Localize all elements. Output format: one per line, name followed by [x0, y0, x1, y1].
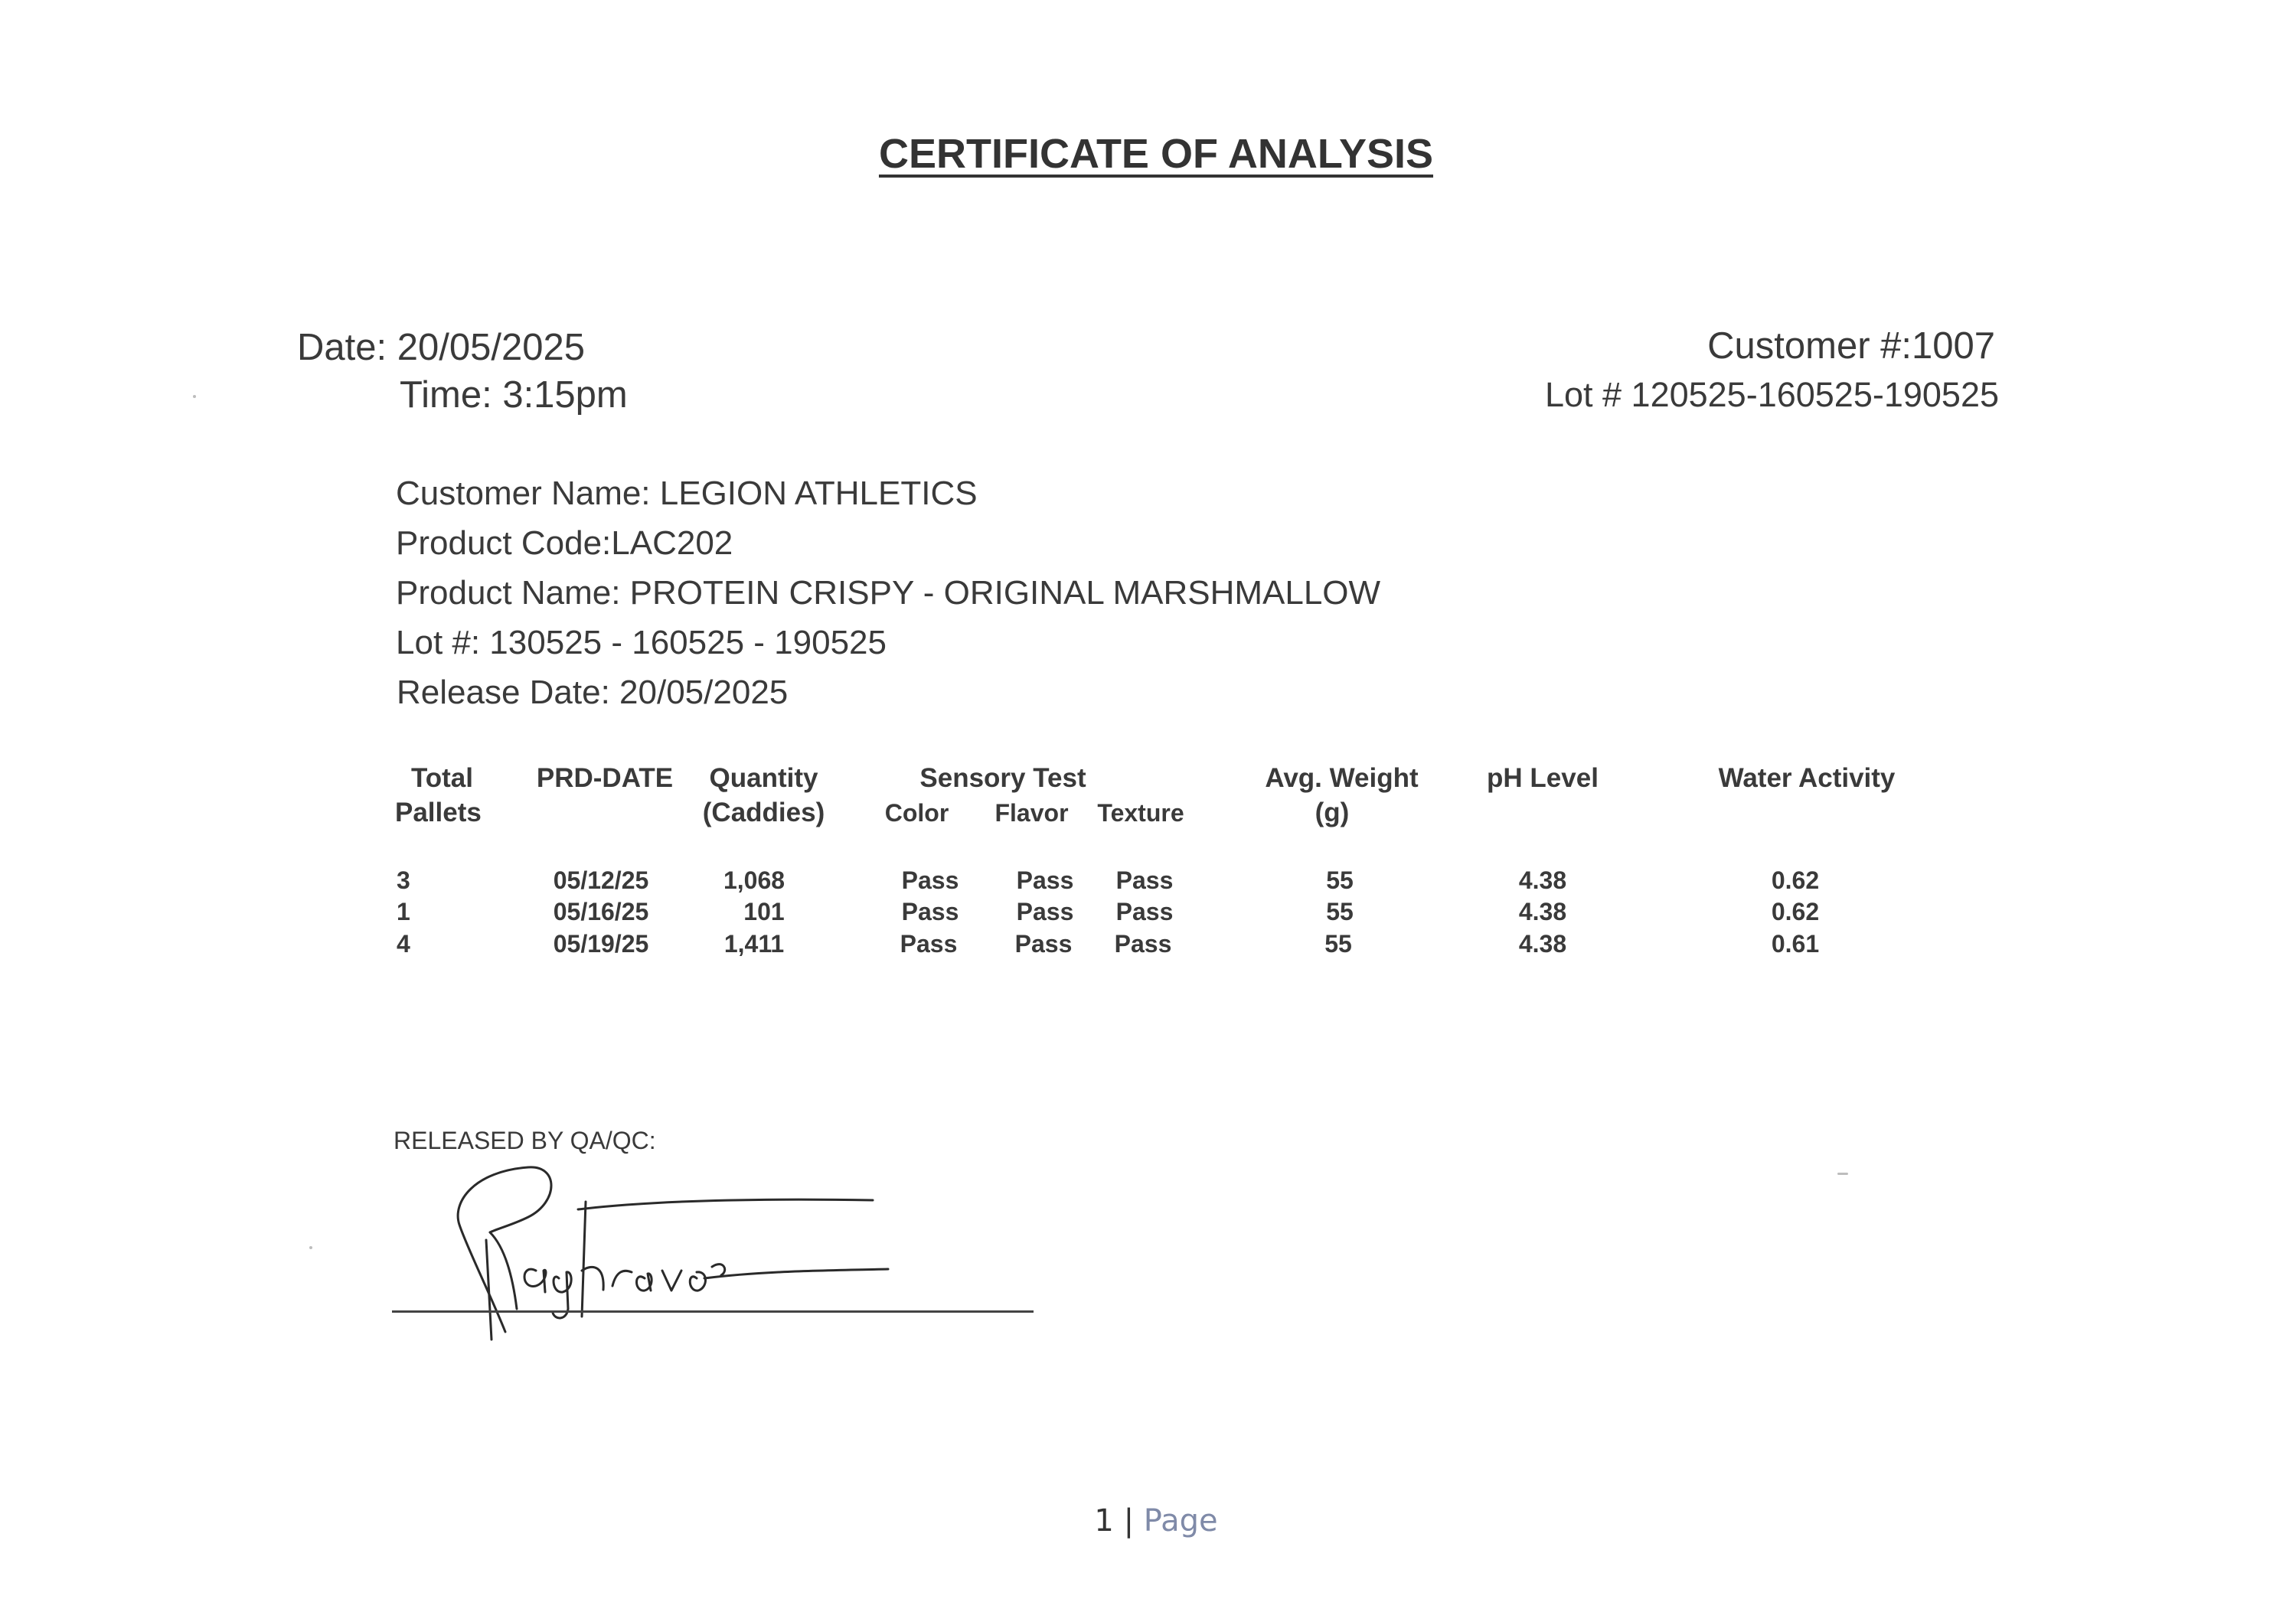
signature-image — [444, 1156, 903, 1355]
scan-speck — [193, 395, 196, 398]
cell-ph: 4.38 — [1518, 930, 1567, 958]
released-by-label: RELEASED BY QA/QC: — [394, 1127, 656, 1154]
cell-prd-date: 05/16/25 — [553, 898, 649, 925]
cell-flavor: Pass — [1016, 898, 1074, 925]
cell-flavor: Pass — [1014, 930, 1073, 958]
cell-ph: 4.38 — [1518, 866, 1567, 894]
cell-pallets: 3 — [397, 866, 410, 894]
time-value: 3:15pm — [502, 374, 628, 416]
cell-prd-date: 05/12/25 — [553, 866, 649, 894]
product-code: Product Code:LAC202 — [396, 524, 733, 562]
scan-speck — [309, 1246, 312, 1249]
header-texture: Texture — [1097, 799, 1184, 827]
cell-texture: Pass — [1115, 866, 1174, 894]
cell-texture: Pass — [1114, 930, 1172, 958]
header-prd-date: PRD-DATE — [536, 763, 674, 793]
document-title: CERTIFICATE OF ANALYSIS — [878, 131, 1434, 177]
cell-water: 0.62 — [1771, 898, 1820, 925]
header-ph-level: pH Level — [1487, 763, 1599, 793]
cell-water: 0.61 — [1771, 930, 1820, 958]
release-date: Release Date: 20/05/2025 — [397, 674, 789, 711]
page-number: 1 — [1094, 1503, 1114, 1539]
header-total: Total — [410, 763, 473, 793]
header-quantity: Quantity — [709, 763, 818, 793]
cell-weight: 55 — [1326, 866, 1354, 894]
customer-name: Customer Name: LEGION ATHLETICS — [396, 475, 978, 512]
page-separator: | — [1123, 1503, 1135, 1539]
header-sensory-test: Sensory Test — [919, 763, 1086, 793]
header-caddies: (Caddies) — [702, 798, 825, 827]
signature-line — [392, 1310, 1034, 1313]
cell-ph: 4.38 — [1518, 898, 1567, 925]
header-lot-number: Lot # 120525-160525-190525 — [1544, 375, 1999, 414]
cell-color: Pass — [900, 930, 958, 958]
header-avg-weight: Avg. Weight — [1265, 763, 1419, 793]
lot-numbers: Lot #: 130525 - 160525 - 190525 — [396, 624, 887, 661]
scan-speck — [1837, 1173, 1848, 1175]
header-water-activity: Water Activity — [1718, 763, 1896, 793]
cell-color: Pass — [901, 866, 959, 894]
product-name: Product Name: PROTEIN CRISPY - ORIGINAL MARSHMALLOW — [396, 574, 1381, 612]
cell-texture: Pass — [1115, 898, 1174, 925]
header-pallets: Pallets — [395, 798, 482, 827]
header-grams: (g) — [1315, 798, 1350, 827]
cell-flavor: Pass — [1016, 866, 1074, 894]
cell-quantity: 1,068 — [723, 866, 785, 894]
page-word: Page — [1143, 1503, 1218, 1539]
cell-weight: 55 — [1326, 898, 1354, 925]
cell-pallets: 4 — [397, 930, 410, 958]
page-footer — [0, 1503, 2296, 1539]
date-line — [297, 326, 585, 369]
cell-pallets: 1 — [397, 898, 410, 925]
cell-quantity: 1,411 — [723, 930, 785, 958]
header-color: Color — [884, 799, 949, 827]
cell-color: Pass — [901, 898, 959, 925]
cell-quantity: 101 — [743, 898, 785, 925]
cell-weight: 55 — [1324, 930, 1352, 958]
cell-water: 0.62 — [1771, 866, 1820, 894]
header-flavor: Flavor — [994, 799, 1069, 827]
customer-number: Customer #:1007 — [1707, 325, 1995, 367]
date-label: Date: — [297, 327, 387, 368]
time-label: Time: — [400, 374, 492, 416]
date-value: 20/05/2025 — [397, 327, 585, 368]
cell-prd-date: 05/19/25 — [553, 930, 649, 958]
time-line — [400, 374, 628, 416]
